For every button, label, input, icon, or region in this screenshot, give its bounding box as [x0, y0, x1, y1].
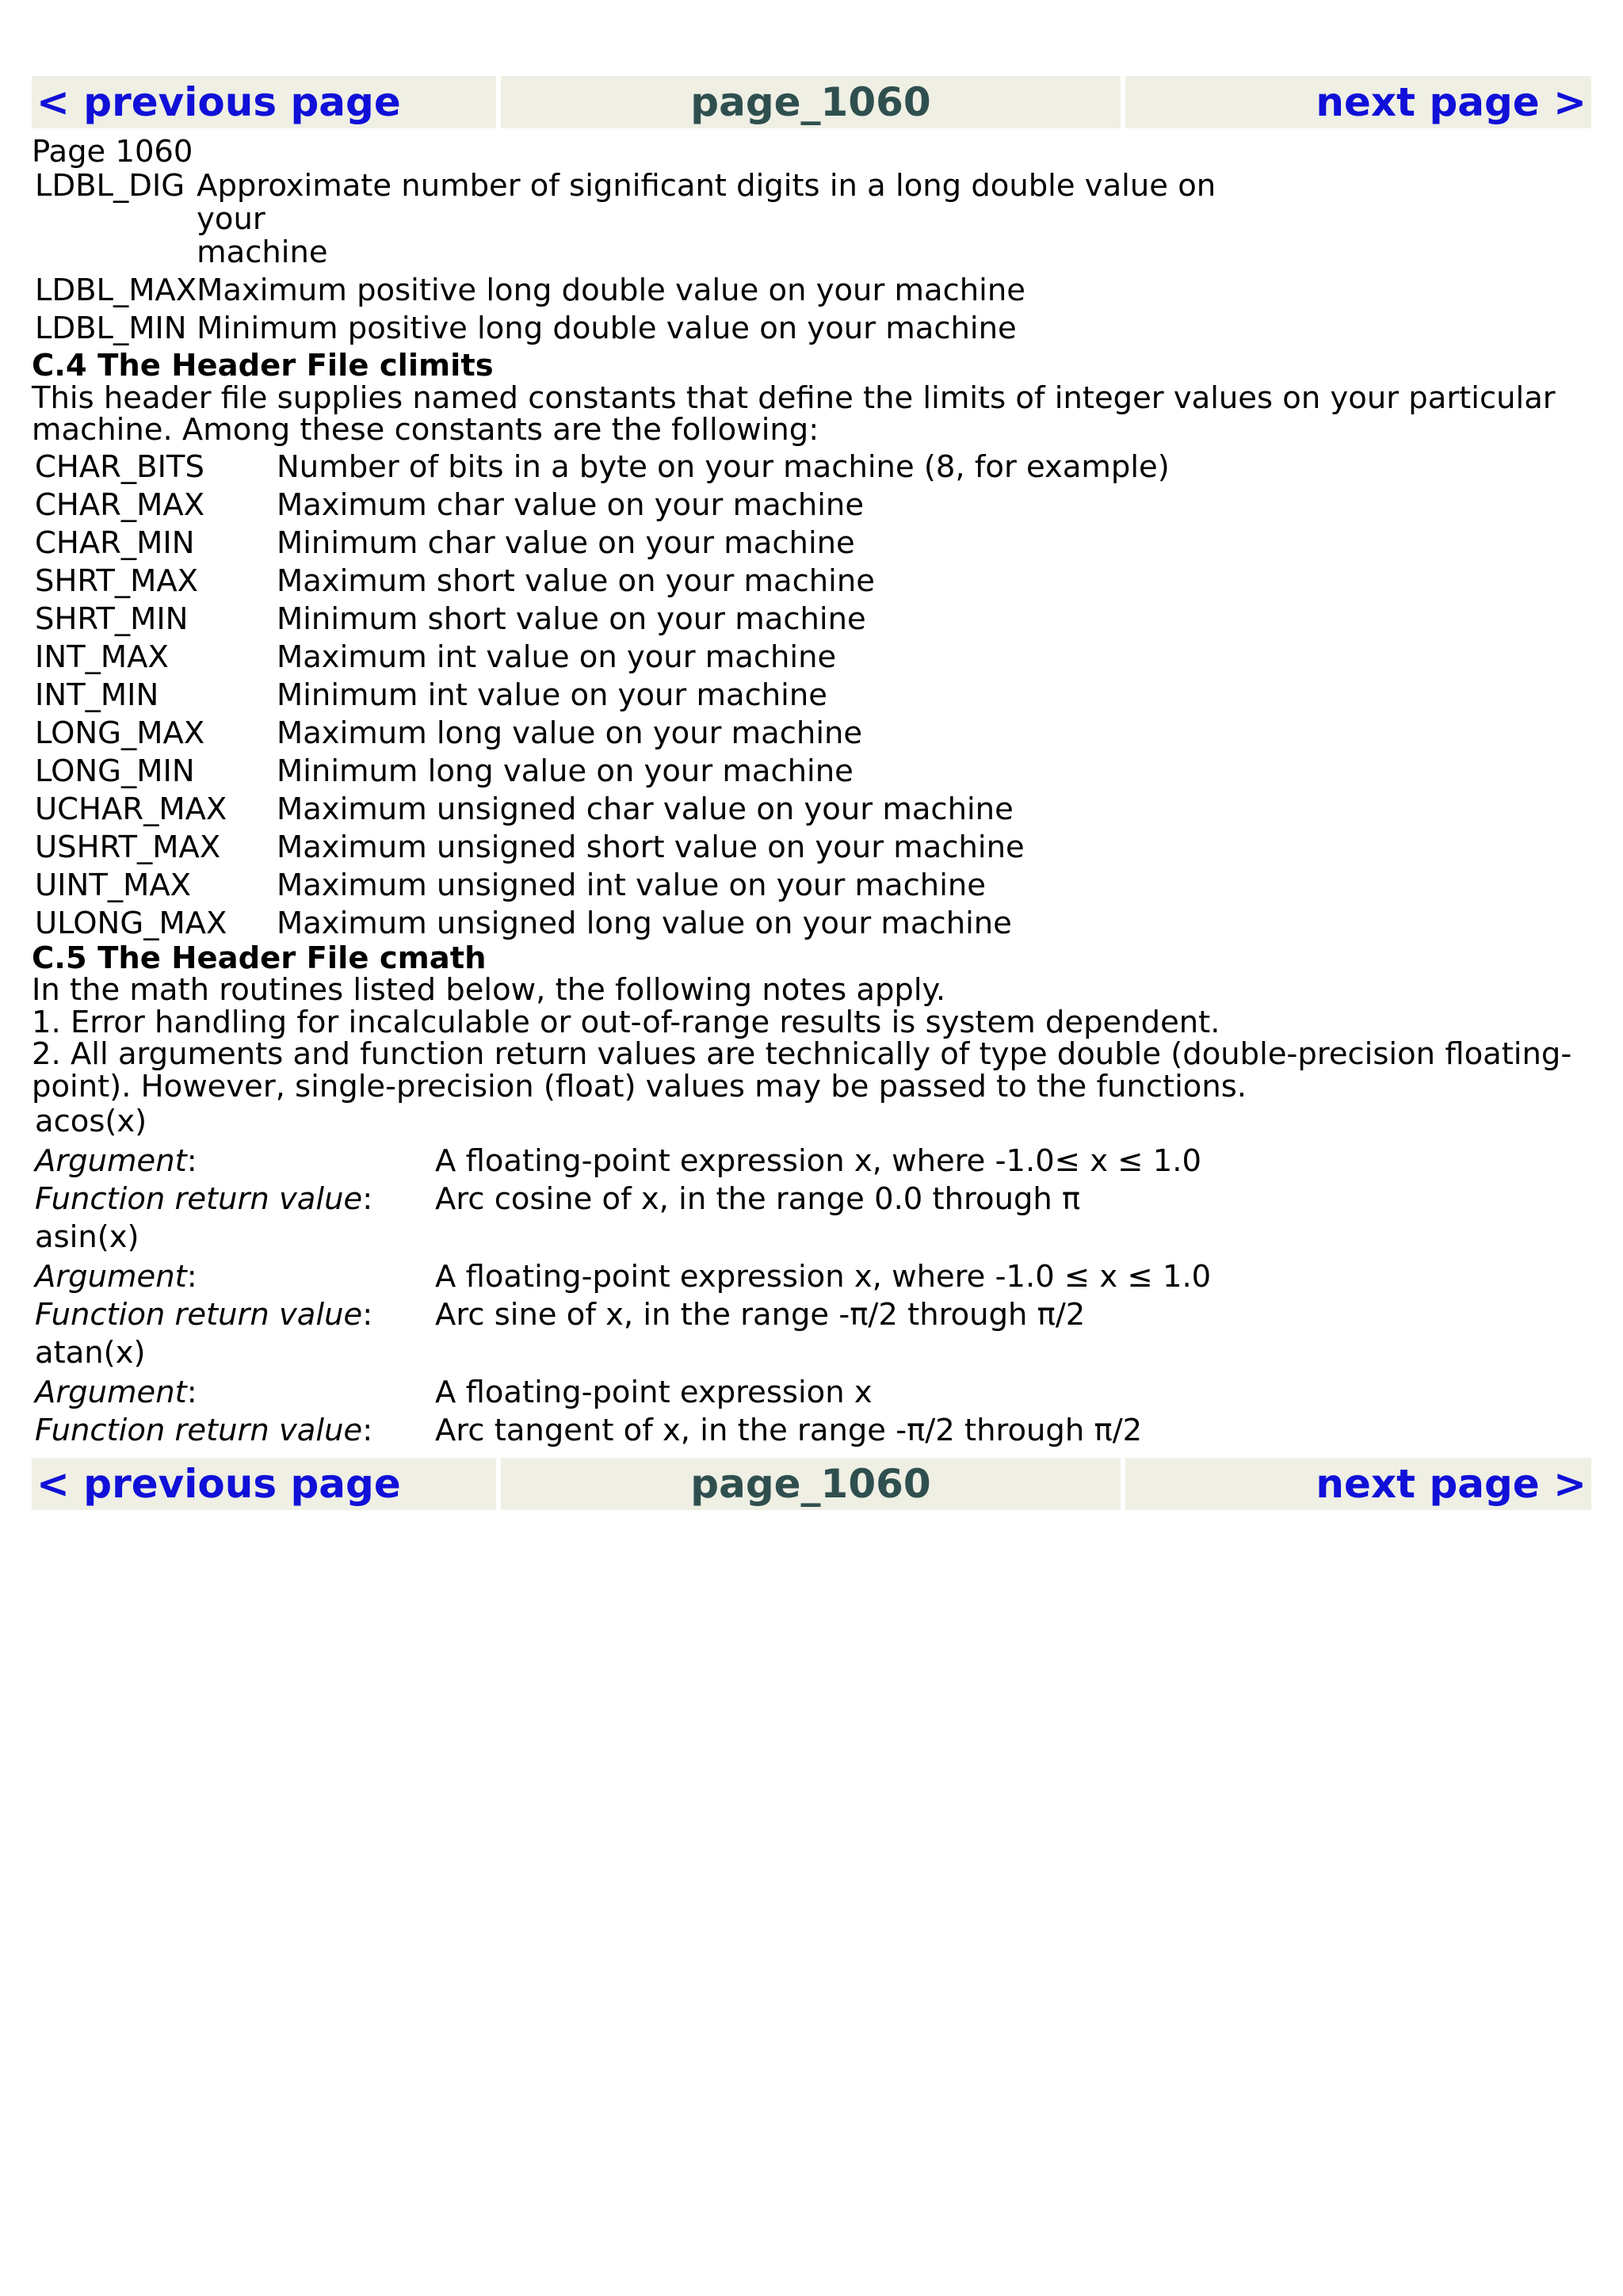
- table-row: [35, 1142, 1201, 1180]
- description-line: Minimum positive long double value on your machine: [197, 311, 1017, 347]
- next-page-link[interactable]: next page >: [1125, 1458, 1591, 1510]
- cmath-note: point). However, single-precision (float) values may be passed to the functions.: [32, 1068, 1247, 1104]
- constant-name: SHRT_MIN: [35, 601, 189, 637]
- climits-intro-line: This header file supplies named constants that define the limits of integer values on your particular: [32, 379, 1556, 416]
- constant-description: Number of bits in a byte on your machine (8, for example): [277, 448, 1170, 485]
- constant-description: Maximum unsigned char value on your machine: [277, 791, 1014, 827]
- table-row: [35, 639, 1170, 677]
- constant-description: [197, 274, 1274, 312]
- table-row: [35, 524, 1170, 563]
- constant-name: LONG_MAX: [35, 715, 205, 751]
- ldbl-constants-table: [35, 170, 1274, 350]
- table-row: [35, 1258, 1211, 1296]
- table-row: [35, 791, 1170, 829]
- function-details-table: [35, 1374, 1142, 1450]
- cmath-note: 1. Error handling for incalculable or out-of-range results is system dependent.: [32, 1004, 1220, 1040]
- function-name: acos(x): [35, 1104, 147, 1140]
- argument-value: A floating-point expression x, where -1.0≤ x ≤ 1.0: [435, 1143, 1201, 1180]
- constant-name: SHRT_MAX: [35, 563, 199, 599]
- argument-value: A floating-point expression x, where -1.0 ≤ x ≤ 1.0: [435, 1259, 1212, 1295]
- page-content: [32, 128, 1591, 1450]
- section-heading-climits: C.4 The Header File climits: [32, 348, 494, 384]
- section-heading-cmath: C.5 The Header File cmath: [32, 940, 487, 976]
- constant-description: Minimum int value on your machine: [277, 677, 827, 713]
- cmath-note: 2. All arguments and function return values are technically of type double (double-precision floating-: [32, 1036, 1572, 1073]
- table-row: [35, 448, 1170, 486]
- description-line: machine: [197, 235, 328, 271]
- function-name: asin(x): [35, 1219, 139, 1256]
- constant-description: Maximum unsigned int value on your machine: [277, 867, 986, 903]
- page-id-label: page_1060: [501, 1458, 1121, 1510]
- table-row: [35, 274, 1274, 312]
- constant-description: Maximum char value on your machine: [277, 486, 865, 523]
- next-page-link[interactable]: next page >: [1125, 76, 1591, 128]
- constant-name: UCHAR_MAX: [35, 791, 227, 827]
- table-row: [35, 829, 1170, 867]
- table-row: [35, 867, 1170, 905]
- constant-description: Minimum short value on your machine: [277, 601, 866, 637]
- function-details-table: [35, 1258, 1211, 1334]
- constant-description: Maximum short value on your machine: [277, 563, 875, 599]
- page-number: Page 1060: [32, 134, 193, 170]
- argument-label: Argument:: [35, 1259, 197, 1295]
- constant-name: CHAR_MAX: [35, 486, 205, 523]
- label-text: Function return value: [35, 1413, 363, 1449]
- page: [32, 76, 1591, 1510]
- constant-name: LDBL_MAX: [35, 273, 197, 309]
- table-row: [35, 170, 1274, 274]
- function-details-table: [35, 1142, 1201, 1219]
- argument-label: Argument:: [35, 1375, 197, 1411]
- return-value: Arc sine of x, in the range -π/2 through π/2: [435, 1297, 1086, 1333]
- constant-description: Maximum unsigned long value on your machine: [277, 905, 1012, 941]
- constant-name: ULONG_MAX: [35, 905, 227, 941]
- table-row: [35, 486, 1170, 524]
- function-name: atan(x): [35, 1335, 146, 1371]
- return-value: Arc tangent of x, in the range -π/2 through π/2: [435, 1413, 1143, 1449]
- previous-page-link[interactable]: < previous page: [32, 76, 496, 128]
- table-row: [35, 563, 1170, 601]
- table-row: [35, 1296, 1211, 1334]
- constant-name: UINT_MAX: [35, 867, 192, 903]
- table-row: [35, 677, 1170, 715]
- label-text: Function return value: [35, 1297, 363, 1333]
- return-label: Function return value:: [35, 1297, 373, 1333]
- climits-constants-table: [35, 448, 1170, 943]
- cmath-intro: In the math routines listed below, the following notes apply.: [32, 972, 946, 1009]
- table-row: [35, 601, 1170, 639]
- constant-name: LDBL_MIN: [35, 311, 187, 347]
- return-value: Arc cosine of x, in the range 0.0 through π: [435, 1181, 1081, 1218]
- table-row: [35, 715, 1170, 753]
- table-row: [35, 1180, 1201, 1219]
- return-label: Function return value:: [35, 1413, 373, 1449]
- table-row: [35, 1412, 1142, 1450]
- constant-description: Maximum long value on your machine: [277, 715, 863, 751]
- constant-description: Maximum unsigned short value on your machine: [277, 829, 1025, 865]
- label-text: Argument: [35, 1143, 187, 1180]
- constant-name: CHAR_BITS: [35, 448, 204, 485]
- return-label: Function return value:: [35, 1181, 373, 1218]
- previous-page-link[interactable]: < previous page: [32, 1458, 496, 1510]
- page-id-label: page_1060: [501, 76, 1121, 128]
- description-line: Approximate number of significant digits in a long double value on your: [197, 168, 1216, 238]
- climits-intro-line: machine. Among these constants are the following:: [32, 412, 819, 448]
- table-row: [35, 1374, 1142, 1412]
- constant-description: Maximum int value on your machine: [277, 639, 837, 675]
- constant-name: INT_MAX: [35, 639, 169, 675]
- constant-name: LDBL_DIG: [35, 168, 185, 204]
- argument-label: Argument:: [35, 1143, 197, 1180]
- argument-value: A floating-point expression x: [435, 1375, 873, 1411]
- constant-description: [197, 312, 1274, 350]
- table-row: [35, 312, 1274, 350]
- constant-description: Minimum char value on your machine: [277, 524, 855, 561]
- bottom-nav-bar: [32, 1458, 1591, 1510]
- constant-description: Minimum long value on your machine: [277, 753, 854, 789]
- constant-name: INT_MIN: [35, 677, 159, 713]
- constant-name: LONG_MIN: [35, 753, 195, 789]
- constant-description: [197, 170, 1274, 274]
- constant-name: USHRT_MAX: [35, 829, 221, 865]
- top-nav-bar: [32, 76, 1591, 128]
- constant-name: CHAR_MIN: [35, 524, 195, 561]
- table-row: [35, 905, 1170, 943]
- label-text: Argument: [35, 1375, 187, 1411]
- label-text: Function return value: [35, 1181, 363, 1218]
- table-row: [35, 753, 1170, 791]
- description-line: Maximum positive long double value on your machine: [197, 273, 1025, 309]
- label-text: Argument: [35, 1259, 187, 1295]
